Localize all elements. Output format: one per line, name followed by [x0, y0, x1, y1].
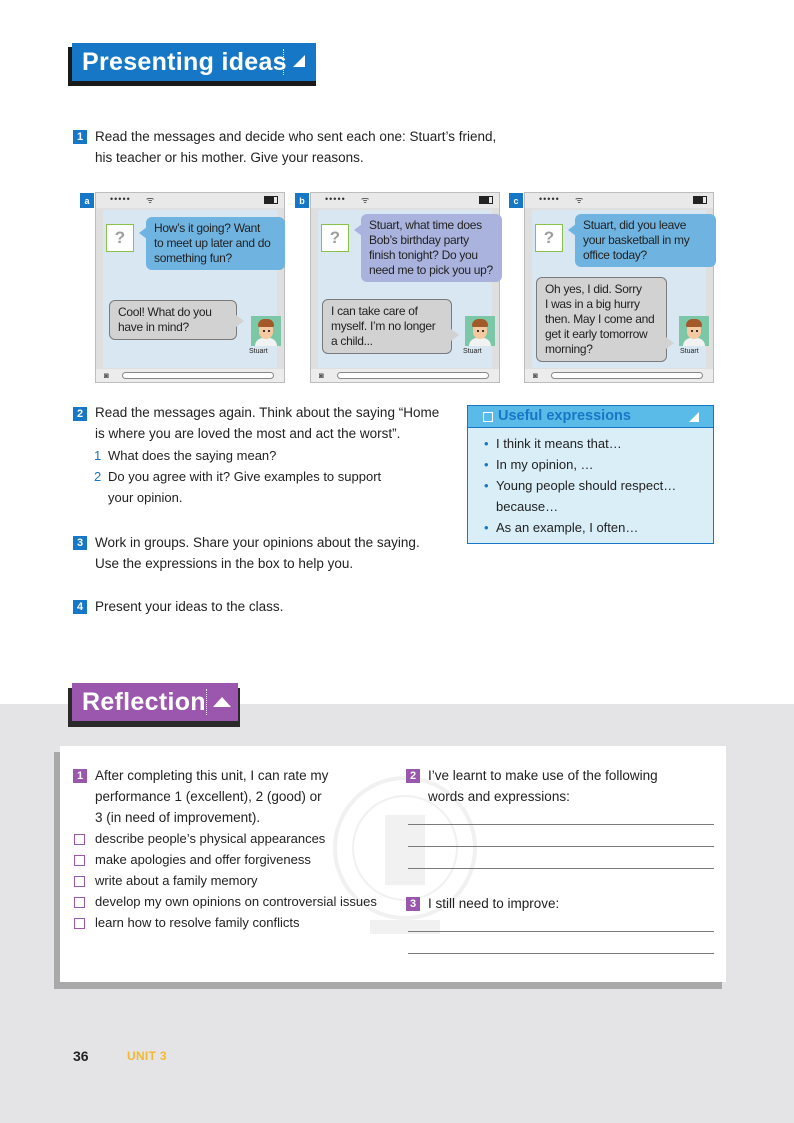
message-line: then. May I come and: [545, 312, 655, 326]
message-line: Stuart, did you leave: [583, 218, 687, 232]
message-input-field: [337, 372, 489, 379]
input-bar: [96, 369, 284, 382]
section-title-reflection: [72, 683, 238, 721]
phone-label: a: [80, 193, 94, 208]
sub-number: 1: [94, 448, 102, 463]
unit-label: UNIT 3: [127, 1049, 167, 1063]
checklist-item: describe people’s physical appearances: [95, 831, 326, 846]
stuart-avatar: [465, 316, 495, 346]
sub-number: 2: [94, 469, 102, 484]
message-line: How’s it going? Want: [154, 221, 261, 235]
writing-line[interactable]: [408, 931, 714, 932]
reflection-1-line: 3 (in need of improvement).: [95, 810, 261, 825]
question-number-1: 1: [73, 130, 87, 144]
chat-screen: [532, 210, 706, 368]
chat-screen: [103, 210, 277, 368]
phone-label: c: [509, 193, 523, 208]
expression-item: • In my opinion, …: [482, 454, 676, 475]
question-3-line: Work in groups. Share your opinions about the saying.: [95, 535, 420, 550]
expression-item: • Young people should respect…: [482, 475, 676, 496]
triangle-up-icon: [213, 697, 231, 707]
section-title-text: Presenting ideas: [82, 47, 287, 76]
reply-message: [322, 299, 452, 354]
question-number-2: 2: [73, 407, 87, 421]
reflection-3-line: I still need to improve:: [428, 896, 560, 911]
reflection-1-line: After completing this unit, I can rate my: [95, 768, 329, 783]
message-line: to meet up later and do: [154, 236, 271, 250]
message-line: something fun?: [154, 251, 232, 265]
rating-checkbox[interactable]: [74, 876, 85, 887]
question-3-text: [95, 532, 420, 574]
question-2-line: Read the messages again. Think about the saying “Home: [95, 405, 440, 420]
avatar-name: Stuart: [249, 348, 268, 355]
reflection-2-line: words and expressions:: [428, 789, 570, 804]
unknown-sender-icon: ?: [321, 224, 349, 252]
signal-icon: •••••: [539, 194, 560, 204]
useful-expressions-header: [468, 406, 713, 428]
question-2-sub-1: [94, 445, 276, 466]
unknown-sender-icon: ?: [106, 224, 134, 252]
reflection-2-text: [428, 765, 658, 807]
phone-c: [513, 192, 714, 383]
battery-icon: [693, 196, 707, 204]
sub-text: your opinion.: [108, 490, 183, 505]
question-number-3: 3: [73, 536, 87, 550]
checklist-item: make apologies and offer forgiveness: [95, 852, 311, 867]
question-2-text: [95, 402, 439, 444]
camera-icon: ◙: [533, 371, 538, 380]
reflection-1-line: performance 1 (excellent), 2 (good) or: [95, 789, 322, 804]
banner-divider: [283, 49, 284, 75]
checkbox-icon: [483, 412, 493, 422]
wifi-icon: ᯤ: [361, 195, 370, 205]
rating-checkbox[interactable]: [74, 855, 85, 866]
message-line: I was in a big hurry: [545, 297, 640, 311]
message-line: your basketball in my: [583, 233, 690, 247]
question-4-text: [95, 596, 283, 617]
expression-list: [482, 433, 676, 538]
message-line: Oh yes, I did. Sorry: [545, 282, 642, 296]
message-line: a child...: [331, 334, 373, 348]
status-bar: [96, 193, 284, 208]
message-line: office today?: [583, 248, 647, 262]
stuart-avatar: [251, 316, 281, 346]
phone-b: [299, 192, 500, 383]
reflection-number-1: 1: [73, 769, 87, 783]
stuart-avatar: [679, 316, 709, 346]
question-2-line: is where you are loved the most and act the worst”.: [95, 426, 401, 441]
question-1-text: [95, 126, 496, 168]
sub-text: Do you agree with it? Give examples to support: [108, 469, 382, 484]
corner-arrow-icon: [293, 55, 305, 67]
message-line: have in mind?: [118, 320, 189, 334]
camera-icon: ◙: [319, 371, 324, 380]
status-bar: [311, 193, 499, 208]
banner-divider: [206, 689, 207, 715]
useful-expressions-box: [467, 405, 714, 544]
reflection-number-2: 2: [406, 769, 420, 783]
question-3-line: Use the expressions in the box to help you.: [95, 556, 354, 571]
phone-label: b: [295, 193, 309, 208]
message-line: Stuart, what time does: [369, 218, 482, 232]
useful-expressions-title: Useful expressions: [498, 408, 631, 424]
message-line: finish tonight? Do you: [369, 248, 478, 262]
avatar-name: Stuart: [680, 348, 699, 355]
incoming-message: [575, 214, 716, 267]
battery-icon: [479, 196, 493, 204]
phone-a: [84, 192, 285, 383]
avatar-name: Stuart: [463, 348, 482, 355]
rating-checkbox[interactable]: [74, 918, 85, 929]
message-line: I can take care of: [331, 304, 418, 318]
section-title-text: Reflection: [82, 687, 206, 716]
message-line: myself. I’m no longer: [331, 319, 436, 333]
writing-line[interactable]: [408, 953, 714, 954]
writing-line[interactable]: [408, 846, 714, 847]
status-bar: [525, 193, 713, 208]
sub-text: What does the saying mean?: [108, 448, 277, 463]
corner-triangle-icon: [689, 412, 699, 422]
expression-item: • I think it means that…: [482, 433, 676, 454]
writing-line[interactable]: [408, 868, 714, 869]
expression-item: • As an example, I often…: [482, 517, 676, 538]
input-bar: [525, 369, 713, 382]
reflection-1-text: [95, 765, 328, 828]
page-number: 36: [73, 1048, 89, 1064]
wifi-icon: ᯤ: [146, 195, 155, 205]
chat-screen: [318, 210, 492, 368]
input-bar: [311, 369, 499, 382]
question-4-line: Present your ideas to the class.: [95, 599, 284, 614]
question-1-line: his teacher or his mother. Give your reasons.: [95, 150, 364, 165]
reflection-3-text: [428, 893, 559, 914]
camera-icon: ◙: [104, 371, 109, 380]
rating-checkbox[interactable]: [74, 897, 85, 908]
message-line: need me to pick you up?: [369, 263, 493, 277]
section-title-presenting-ideas: [72, 43, 316, 81]
signal-icon: •••••: [325, 194, 346, 204]
checklist-item: develop my own opinions on controversial issues: [95, 894, 377, 909]
message-input-field: [551, 372, 703, 379]
incoming-message: [361, 214, 502, 282]
reflection-2-line: I’ve learnt to make use of the following: [428, 768, 658, 783]
incoming-message: [146, 217, 285, 270]
expression-item: because…: [496, 499, 559, 514]
reflection-number-3: 3: [406, 897, 420, 911]
battery-icon: [264, 196, 278, 204]
signal-icon: •••••: [110, 194, 131, 204]
writing-line[interactable]: [408, 824, 714, 825]
question-2-sub-2: [94, 466, 381, 508]
checklist-item: write about a family memory: [95, 873, 258, 888]
message-line: Bob’s birthday party: [369, 233, 469, 247]
message-line: get it early tomorrow: [545, 327, 648, 341]
unknown-sender-icon: ?: [535, 224, 563, 252]
question-1-line: Read the messages and decide who sent each one: Stuart’s friend,: [95, 129, 497, 144]
checklist-item: learn how to resolve family conflicts: [95, 915, 300, 930]
message-input-field: [122, 372, 274, 379]
reply-message: [109, 300, 237, 340]
wifi-icon: ᯤ: [575, 195, 584, 205]
message-line: morning?: [545, 342, 593, 356]
message-line: Cool! What do you: [118, 305, 212, 319]
question-number-4: 4: [73, 600, 87, 614]
reply-message: [536, 277, 667, 362]
rating-checkbox[interactable]: [74, 834, 85, 845]
